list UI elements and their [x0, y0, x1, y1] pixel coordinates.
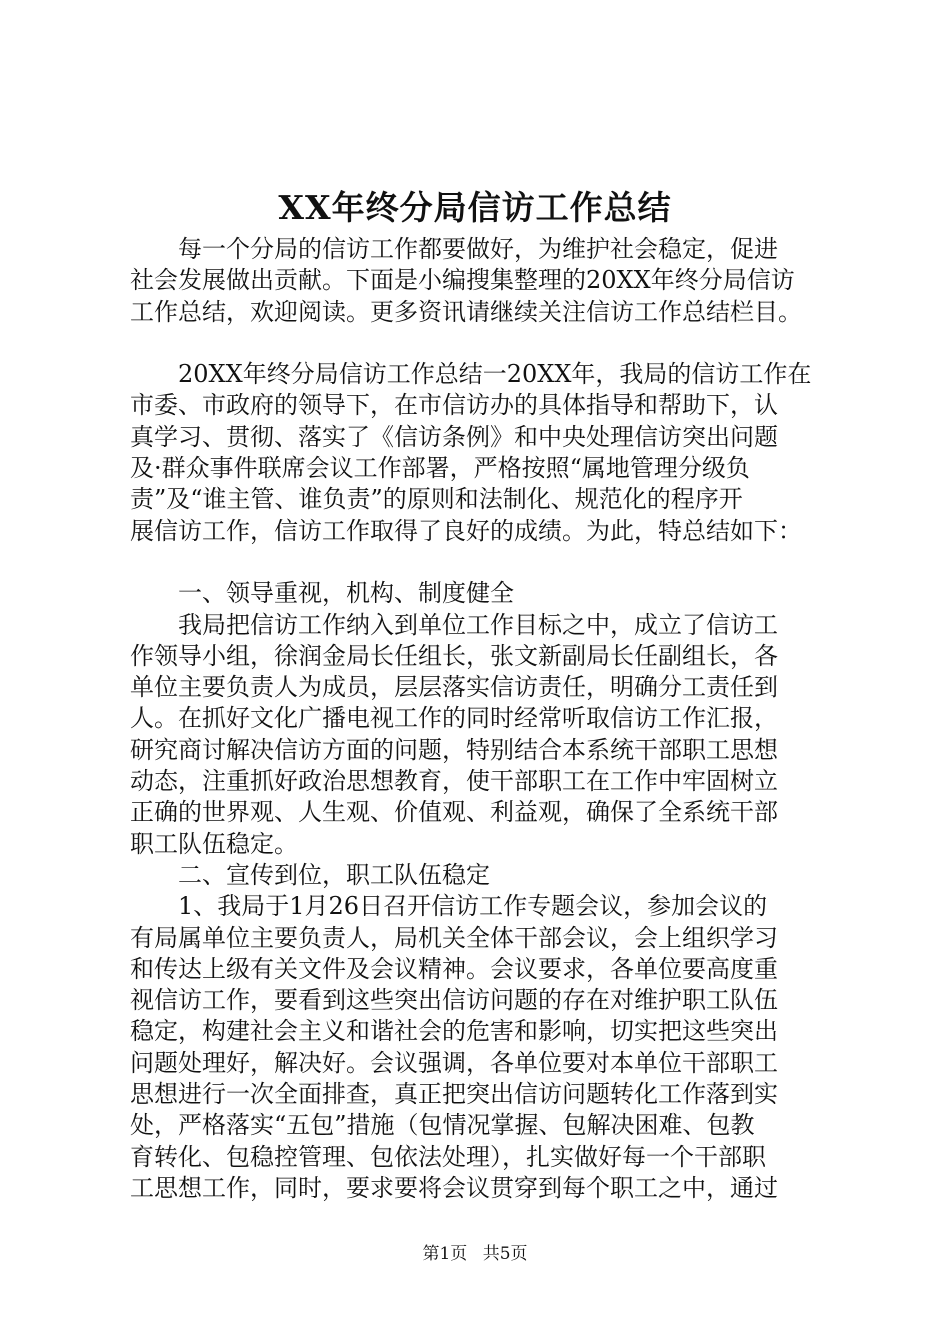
text-line: 二、宣传到位，职工队伍稳定	[178, 860, 490, 889]
text-line: 及·群众事件联席会议工作部署，严格按照“属地管理分级负	[130, 454, 750, 483]
text-line: 育转化、包稳控管理、包依法处理），扎实做好每一个干部职	[130, 1142, 766, 1171]
paragraph-spacer	[130, 328, 850, 359]
text-line: 市委、市政府的领导下，在市信访办的具体指导和帮助下，认	[130, 391, 778, 420]
document-body	[130, 234, 850, 1204]
text-line: 1、我局于1月26日召开信访工作专题会议，参加会议的	[178, 892, 768, 921]
text-line: 工作总结，欢迎阅读。更多资讯请继续关注信访工作总结栏目。	[130, 297, 802, 326]
page-footer	[0, 1242, 950, 1266]
text-line: 作领导小组，徐润金局长任组长，张文新副局长任副组长，各	[130, 641, 778, 670]
text-line: 稳定，构建社会主义和谐社会的危害和影响，切实把这些突出	[130, 1017, 778, 1046]
page-number: 第1页	[422, 1244, 468, 1264]
text-line: 展信访工作，信访工作取得了良好的成绩。为此，特总结如下：	[130, 516, 802, 545]
text-line: 研究商讨解决信访方面的问题，特别结合本系统干部职工思想	[130, 735, 778, 764]
document-title: XX年终分局信访工作总结	[278, 188, 672, 227]
text-line: 正确的世界观、人生观、价值观、利益观，确保了全系统干部	[130, 798, 778, 827]
page-count: 共5页	[482, 1244, 528, 1264]
text-line: 责”及“谁主管、谁负责”的原则和法制化、规范化的程序开	[130, 485, 743, 514]
text-line: 社会发展做出贡献。下面是小编搜集整理的20XX年终分局信访	[130, 266, 795, 295]
text-line: 动态，注重抓好政治思想教育，使干部职工在工作中牢固树立	[130, 767, 778, 796]
text-line: 视信访工作，要看到这些突出信访问题的存在对维护职工队伍	[130, 986, 778, 1015]
text-line: 单位主要负责人为成员，层层落实信访责任，明确分工责任到	[130, 673, 778, 702]
text-line: 和传达上级有关文件及会议精神。会议要求，各单位要高度重	[130, 954, 778, 983]
text-line: 每一个分局的信访工作都要做好，为维护社会稳定，促进	[178, 235, 778, 263]
text-line: 我局把信访工作纳入到单位工作目标之中，成立了信访工	[178, 610, 778, 639]
text-line: 工思想工作，同时，要求要将会议贯穿到每个职工之中，通过	[130, 1173, 778, 1202]
text-line: 20XX年终分局信访工作总结一20XX年，我局的信访工作在	[178, 360, 812, 389]
text-line: 人。在抓好文化广播电视工作的同时经常听取信访工作汇报，	[130, 704, 778, 733]
paragraph-spacer	[130, 547, 850, 578]
text-line: 处，严格落实“五包”措施（包情况掌握、包解决困难、包教	[130, 1111, 755, 1140]
text-line: 问题处理好，解决好。会议强调，各单位要对本单位干部职工	[130, 1048, 778, 1077]
text-line: 一、领导重视，机构、制度健全	[178, 579, 514, 608]
text-line: 有局属单位主要负责人，局机关全体干部会议，会上组织学习	[130, 923, 778, 952]
text-line: 思想进行一次全面排查，真正把突出信访问题转化工作落到实	[130, 1080, 778, 1109]
text-line: 职工队伍稳定。	[130, 829, 298, 858]
text-line: 真学习、贯彻、落实了《信访条例》和中央处理信访突出问题	[130, 422, 778, 451]
